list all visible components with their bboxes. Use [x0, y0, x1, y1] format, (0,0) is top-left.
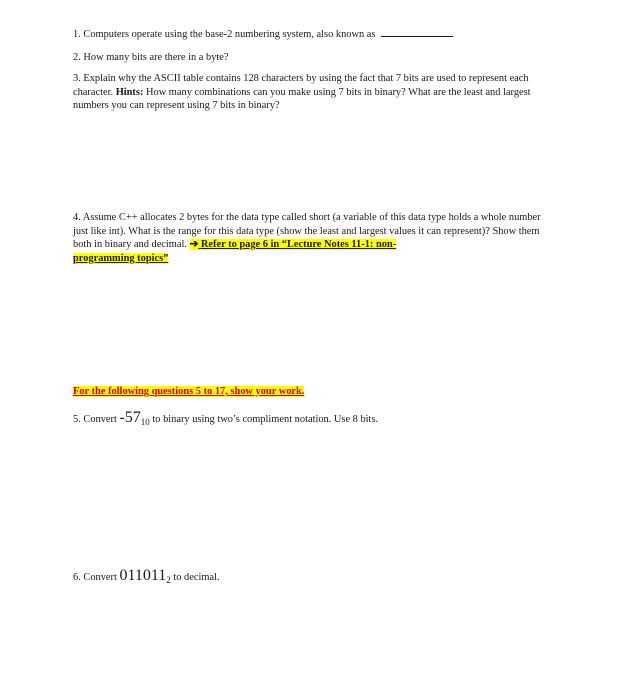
- question-5-base: 10: [140, 417, 150, 427]
- question-6-base: 2: [166, 575, 171, 585]
- question-1-text: 1. Computers operate using the base-2 numbering system, also known as: [73, 29, 376, 40]
- question-5: [73, 411, 551, 427]
- question-6: [73, 569, 551, 585]
- question-6-prefix: 6. Convert: [73, 572, 120, 583]
- question-5-suffix: to binary using two’s compliment notation. Use 8 bits.: [149, 414, 379, 425]
- question-2-text: 2. How many bits are there in a byte?: [73, 52, 229, 63]
- hints-label: Hints:: [115, 86, 144, 98]
- instruction-text: For the following questions 5 to 17, show your work.: [73, 386, 305, 397]
- question-6-number: 011011: [119, 567, 167, 584]
- question-2: [73, 51, 551, 65]
- question-3-text-a: 3. Explain why the ASCII table contains 128 characters by using the fact that 7 bits are used to represent each character.: [73, 73, 529, 98]
- question-5-prefix: 5. Convert: [73, 414, 120, 425]
- answer-blank: [381, 36, 453, 37]
- reference-highlight: [190, 239, 397, 250]
- instruction: [73, 385, 551, 399]
- question-5-number: -57: [119, 409, 141, 426]
- question-3: [73, 72, 551, 113]
- question-6-suffix: to decimal.: [170, 572, 220, 583]
- question-4: [73, 211, 551, 265]
- reference-text-a: Refer to page 6 in “Lecture Notes 11-1: non-: [198, 239, 397, 251]
- question-3-text-b: How many combinations can you make using 7 bits in binary? What are the least and largest numbers you can represent using 7 bits in binary?: [73, 86, 531, 112]
- arrow-right-icon: ➔: [189, 239, 199, 251]
- question-4-text: 4. Assume C++ allocates 2 bytes for the data type called short (a variable of this data type holds a whole number just like int). What is the range for this data type (show the least and largest values it can represent)? Show them both in binary and decimal.: [73, 212, 541, 251]
- question-1: [73, 28, 551, 42]
- reference-text-b: programming topics”: [73, 252, 169, 264]
